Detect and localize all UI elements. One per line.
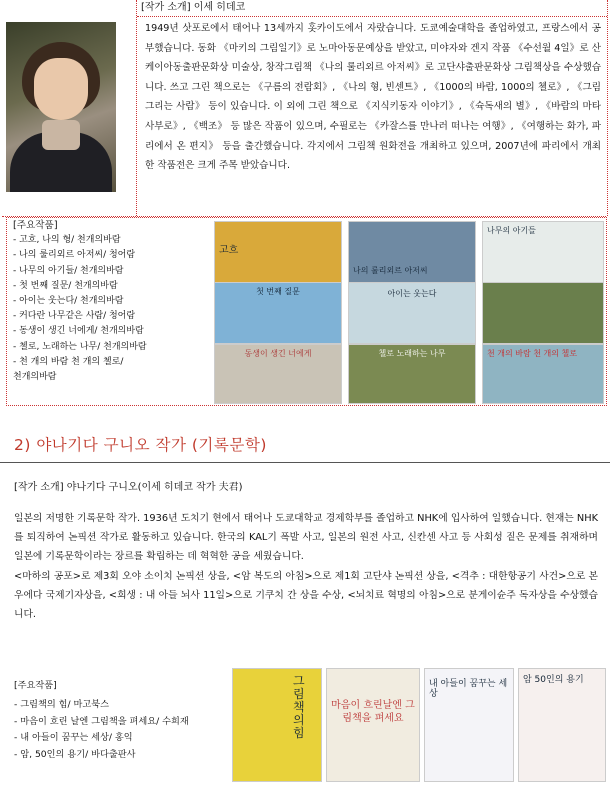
book-cover: 첼로 노래하는 나무: [348, 344, 476, 404]
works1-header: [주요작품]: [13, 220, 58, 231]
book-cover: 고흐: [214, 221, 342, 283]
author2-para2: <마하의 공포>로 제3회 오야 소이치 논픽션 상을, <암 복도의 아침>으로 제1회 고단샤 논픽션 상을, <격추 : 대한항공기 사건>으로 본 우에다 국제기자상을, <희생 : 내 아들 뇌사 11일>으로 기쿠치 간 상을 수상, <뇌치료 혁명의 아침>으로 분게이슌주 독자상을 수상했습니다.: [14, 570, 599, 621]
book-cover: 마음이 흐린날엔 그림책을 펴세요: [326, 668, 420, 782]
list-item: - 동생이 생긴 너에게/ 천개의바람: [13, 326, 144, 337]
list-item: - 천 개의 바람 천 개의 첼로/: [13, 356, 124, 367]
list-item: - 커다란 나무같은 사람/ 청어람: [13, 311, 136, 322]
book-cover: 천 개의 바람 천 개의 첼로: [482, 344, 604, 404]
author2-para1: 일본의 저명한 기록문학 작가. 1936년 도치기 현에서 태어나 도쿄대학교 경제학부를 졸업하고 NHK에 입사하여 일했습니다. 현재는 NHK를 퇴직하여 논픽션 작가로 활동하고 있습니다. 한국의 KAL기 폭발 사고, 일본의 원전 사고, 신칸센 사고 등 사회성 짙은 문제를 취재하며 일본에 기록문학이라는 장르를 확립하는 데 혁혁한 공을 세웠습니다.: [14, 513, 598, 563]
book-cover: 암 50인의 용기: [518, 668, 606, 782]
list-item: - 나무의 아기들/ 천개의바람: [13, 265, 124, 276]
book-cover: 그림책의 힘: [232, 668, 322, 782]
list-item: - 아이는 웃는다/ 천개의바람: [13, 296, 124, 307]
list-item: - 내 아들이 꿈꾸는 세상/ 홍익: [14, 732, 133, 744]
list-item: - 나의 룰리외르 아저씨/ 청어람: [13, 250, 136, 261]
author2-works: [14, 678, 234, 764]
book-cover: 아이는 웃는다: [348, 282, 476, 344]
section-divider: [0, 462, 610, 463]
author-photo: [6, 22, 116, 192]
book-cover: 동생이 생긴 너에게: [214, 344, 342, 404]
author2-bio: [14, 509, 598, 624]
list-item: - 암, 50인의 용기/ 바다출판사: [14, 749, 136, 761]
book-cover: 나무의 아기들: [482, 221, 604, 283]
author1-bio-box: [136, 0, 608, 216]
book-cover: 첫 번째 질문: [214, 282, 342, 344]
list-item: - 첼로, 노래하는 나무/ 천개의바람: [13, 341, 147, 352]
book-cover: 내 아들이 꿈꾸는 세상: [424, 668, 514, 782]
list-item: - 고흐, 나의 형/ 천개의바람: [13, 235, 121, 246]
list-item: - 마음이 흐린 날엔 그림책을 펴세요/ 수희재: [14, 715, 189, 727]
author1-bio-text: 1949년 삿포로에서 태어나 13세까지 홋카이도에서 자랐습니다. 도쿄예술대학을 졸업하였고, 프랑스에서 공부했습니다. 동화 《마키의 그림일기》로 노마아동문예상을 받았고, 미야자와 겐지 작품 《수선월 4일》로 산케이아동출판문화상 미술상, 창작그림책 《나의 룰리외르 아저씨》로 고단샤출판문화상 그림책상을 수상했습니다. 쓰고 그린 책으로는 《구름의 전람회》, 《나의 형, 빈센트》, 《1000의 바람, 1000의 첼로》, 《그림 그리는 사람》 등이 있습니다. 이 외에 그린 책으로 《지식키동자 이야기》, 《슉독새의 별》, 《바람의 마타사부로》, 《백조》 등 많은 작품이 있으며, 수필로는 《카잘스를 만나러 떠나는 여행》, 《여행하는 화가, 파리에서 온 편지》 등을 출간했습니다. 각지에서 그림책 원화전을 개최하고 있으며, 2007년에 파리에서 개최한 작품전은 크게 주목 받았습니다.: [145, 23, 601, 172]
list-item: 천개의바람: [13, 372, 57, 383]
list-item: - 그림책의 힘/ 마고북스: [14, 698, 110, 710]
list-item: - 첫 번째 질문/ 천개의바람: [13, 280, 118, 291]
author1-header: [작가 소개] 이세 히데코: [137, 0, 607, 17]
author1-covers-grid: [206, 217, 607, 406]
works2-header: [주요작품]: [14, 680, 57, 691]
works1-list: [7, 233, 205, 385]
book-cover: 나의 룰리외르 아저씨: [348, 221, 476, 283]
works2-list: [14, 697, 234, 764]
author2-header: [작가 소개] 야나기다 구니오(이세 히데코 작가 夫君): [14, 482, 243, 493]
author1-works: [6, 217, 205, 406]
section2-title: 2) 야나기다 구니오 작가 (기록문학): [14, 436, 267, 454]
book-cover: [482, 282, 604, 344]
